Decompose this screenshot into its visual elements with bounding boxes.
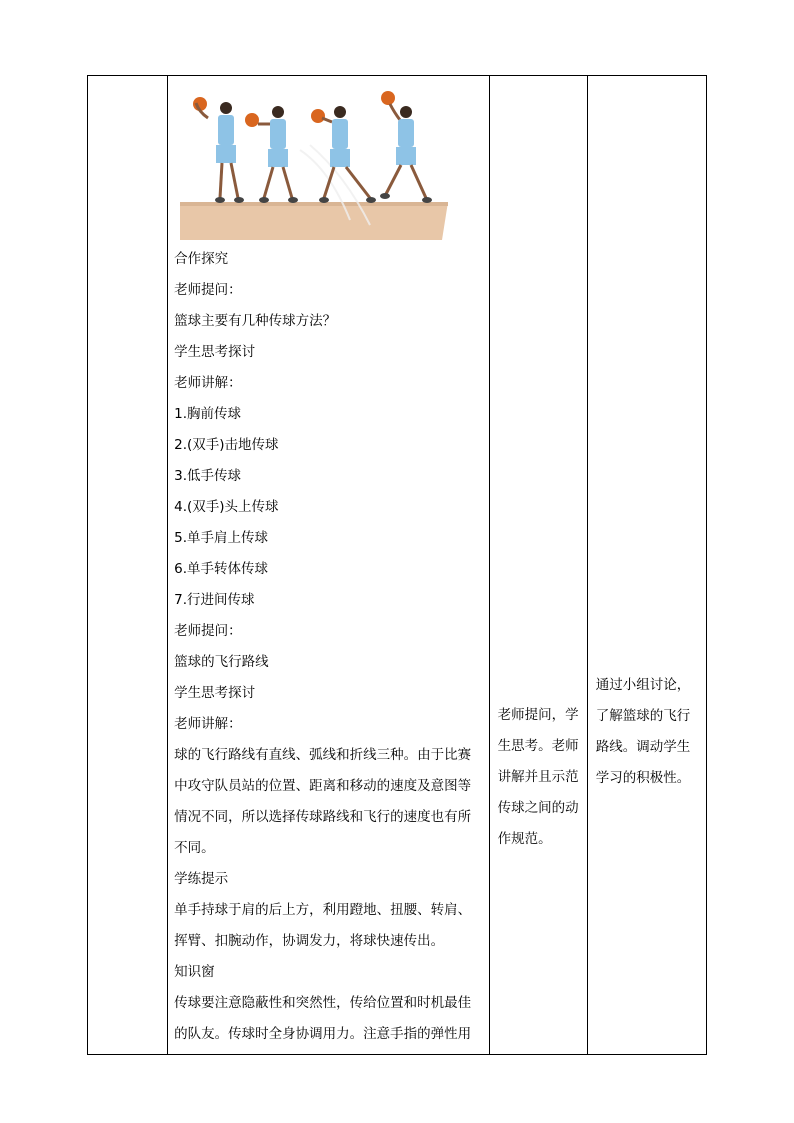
list-item: 5.单手肩上传球	[174, 530, 269, 546]
lesson-table	[87, 75, 707, 1055]
empty-cell	[88, 76, 168, 1055]
text-line: 篮球主要有几种传球方法？	[174, 313, 337, 329]
practice-paragraph: 单手持球于肩的后上方，利用蹬地、扭腰、转肩、挥臂、扣腕动作，协调发力，将球快速传出。	[174, 902, 472, 949]
list-item: 7.行进间传球	[174, 592, 255, 608]
text-line: 老师讲解：	[174, 716, 242, 732]
knowledge-title: 知识窗	[174, 964, 215, 980]
text-line: 学生思考探讨	[174, 344, 256, 360]
teacher-activity-cell	[489, 76, 587, 1055]
knowledge-paragraph: 传球要注意隐蔽性和突然性，传给位置和时机最佳的队友。传球时全身协调用力。注意手指的弹性用	[174, 995, 472, 1042]
teacher-activity-text: 老师提问，学生思考。老师讲解并且示范传球之间的动作规范。	[497, 707, 579, 847]
list-item: 3.低手传球	[174, 468, 242, 484]
list-item: 6.单手转体传球	[174, 561, 269, 577]
table-row	[88, 76, 707, 1055]
content-column	[168, 76, 489, 1050]
text-line: 篮球的飞行路线	[174, 654, 269, 670]
text-line: 老师提问：	[174, 623, 242, 639]
list-item: 4.(双手)头上传球	[174, 499, 279, 515]
text-line: 学生思考探讨	[174, 685, 256, 701]
flight-path-paragraph: 球的飞行路线有直线、弧线和折线三种。由于比赛中攻守队员站的位置、距离和移动的速度及意图等情况不同，所以选择传球路线和飞行的速度也有所不同。	[174, 747, 472, 856]
content-cell	[168, 76, 490, 1055]
list-item: 2.(双手)击地传球	[174, 437, 279, 453]
practice-title: 学练提示	[174, 871, 229, 887]
text-line: 老师提问：	[174, 282, 242, 298]
design-intent-text: 通过小组讨论，了解篮球的飞行路线。调动学生学习的积极性。	[595, 677, 691, 786]
list-item: 1.胸前传球	[174, 406, 242, 422]
text-line: 老师讲解：	[174, 375, 242, 391]
text-line: 合作探究	[174, 251, 229, 267]
design-intent-cell	[587, 76, 706, 1055]
basketball-passing-photo	[180, 90, 448, 240]
